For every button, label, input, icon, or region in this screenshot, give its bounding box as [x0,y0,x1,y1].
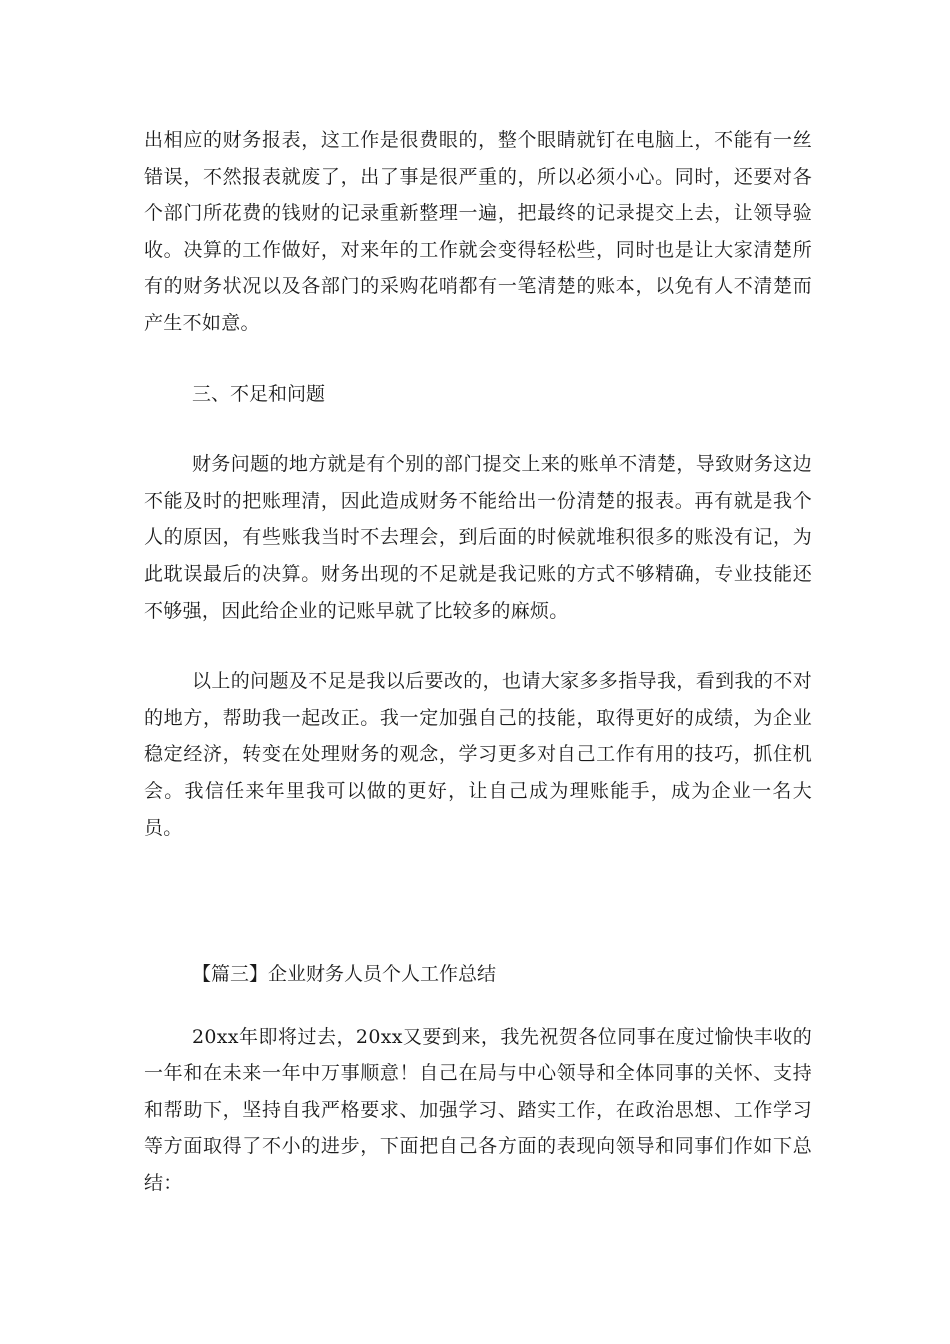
spacer [144,342,812,376]
spacer [144,412,812,446]
section-heading-shortcomings: 三、不足和问题 [192,382,326,405]
paragraph-4: 20xx年即将过去，20xx又要到来，我先祝贺各位同事在度过愉快丰收的一年和在未来一年中万事顺意！自己在局与中心领导和全体同事的关怀、支持和帮助下，坚持自我严格要求、加强学习、踏实工作，在政治思想、工作学习等方面取得了不小的进步，下面把自己各方面的表现向领导和同事们作如下总结： [144,1025,812,1195]
spacer [144,629,812,663]
paragraph-3: 以上的问题及不足是我以后要改的，也请大家多多指导我，看到我的不对的地方，帮助我一起改正。我一定加强自己的技能，取得更好的成绩，为企业稳定经济，转变在处理财务的观念，学习更多对自己工作有用的技巧，抓住机会。我信任来年里我可以做的更好，让自己成为理账能手，成为企业一名大员。 [144,670,812,839]
paragraph-2: 财务问题的地方就是有个别的部门提交上来的账单不清楚，导致财务这边不能及时的把账理清，因此造成财务不能给出一份清楚的报表。再有就是我个人的原因，有些账我当时不去理会，到后面的时候就堆积很多的账没有记，为此耽误最后的决算。财务出现的不足就是我记账的方式不够精确，专业技能还不够强，因此给企业的记账早就了比较多的麻烦。 [144,453,812,622]
spacer [144,993,812,1019]
spacer [144,846,812,956]
document-page [144,122,812,1202]
paragraph-1: 出相应的财务报表，这工作是很费眼的，整个眼睛就钉在电脑上，不能有一丝错误，不然报表就废了，出了事是很严重的，所以必须小心。同时，还要对各个部门所花费的钱财的记录重新整理一遍，把最终的记录提交上去，让领导验收。决算的工作做好，对来年的工作就会变得轻松些，同时也是让大家清楚所有的财务状况以及各部门的采购花哨都有一笔清楚的账本，以免有人不清楚而产生不如意。 [144,129,812,334]
article-heading-part-three: 【篇三】企业财务人员个人工作总结 [192,963,497,986]
